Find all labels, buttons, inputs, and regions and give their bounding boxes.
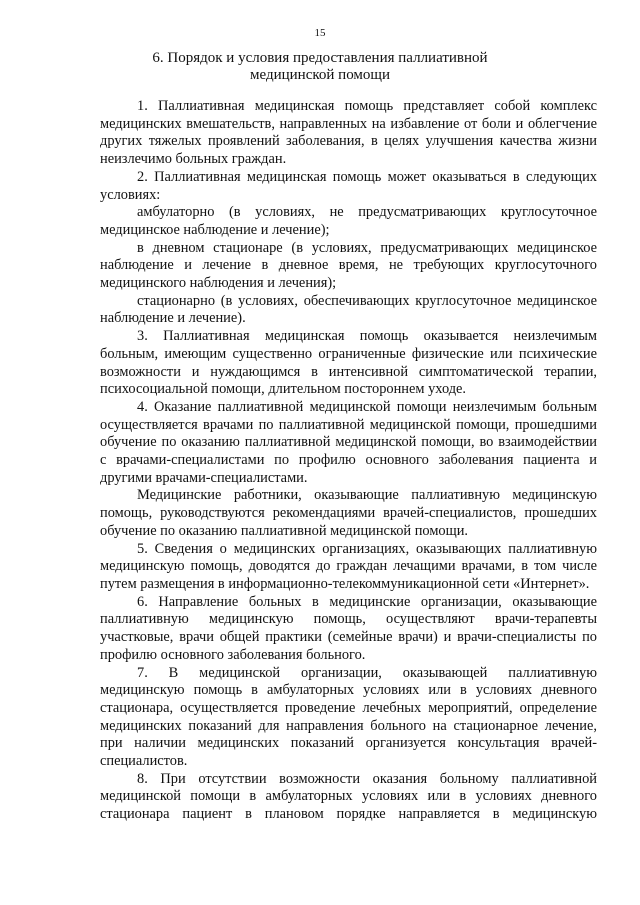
document-body bbox=[100, 98, 597, 824]
section-title-line-2: медицинской помощи bbox=[250, 67, 390, 83]
paragraph-condition-day-hospital: в дневном стационаре (в условиях, предусматривающих медицинское наблюдение и лечение в дневное время, не требующих круглосуточного медицинского наблюдения и лечения); bbox=[100, 239, 597, 292]
paragraph-1: 1. Паллиативная медицинская помощь представляет собой комплекс медицинских вмешательств, направленных на избавление от боли и облегчение других тяжелых проявлений заболевания, в целях улучшения качества жизни неизлечимо больных граждан. bbox=[100, 98, 597, 168]
paragraph-6: 6. Направление больных в медицинские организации, оказывающие паллиативную медицинскую помощь, осуществляют врачи-терапевты участковые, врачи общей практики (семейные врачи) и врачи-специалисты по профилю основного заболевания больного. bbox=[100, 593, 597, 663]
page-number: 15 bbox=[314, 27, 326, 39]
paragraph-4: 4. Оказание паллиативной медицинской помощи неизлечимым больным осуществляется врачами по паллиативной медицинской помощи, прошедшими обучение по оказанию паллиативной медицинской помощи, во взаимодействии с врачами-специалистами по профилю основного заболевания пациента и другими врачами-специалистами. bbox=[100, 398, 597, 486]
section-title bbox=[100, 50, 540, 84]
paragraph-7: 7. В медицинской организации, оказывающей паллиативную медицинскую помощь в амбулаторных условиях или в условиях дневного стационара, осуществляется проведение лечебных мероприятий, определение медицинских показаний для направления больного на стационарное лечение, при наличии медицинских показаний организуется консультация врачей-специалистов. bbox=[100, 664, 597, 770]
paragraph-medical-workers: Медицинские работники, оказывающие паллиативную медицинскую помощь, руководствуются рекомендациями врачей-специалистов, прошедших обучение по оказанию паллиативной медицинской помощи. bbox=[100, 487, 597, 539]
paragraph-5: 5. Сведения о медицинских организациях, оказывающих паллиативную медицинскую помощь, доводятся до граждан лечащими врачами, в том числе путем размещения в информационно-телекоммуникационной сети «Интернет». bbox=[100, 540, 597, 592]
paragraph-3: 3. Паллиативная медицинская помощь оказывается неизлечимым больным, имеющим существенно ограниченные физические или психические возможности и нуждающимся в интенсивной симптоматической терапии, психосоциальной помощи, длительном постороннем уходе. bbox=[100, 328, 597, 398]
paragraph-condition-inpatient: стационарно (в условиях, обеспечивающих круглосуточное медицинское наблюдение и лечение). bbox=[100, 292, 597, 327]
paragraph-8: 8. При отсутствии возможности оказания больному паллиативной медицинской помощи в амбулаторных условиях или в условиях дневного стационара пациент в плановом порядке направляется в медицинскую bbox=[100, 770, 597, 823]
paragraph-condition-outpatient: амбулаторно (в условиях, не предусматривающих круглосуточное медицинское наблюдение и лечение); bbox=[100, 204, 597, 238]
section-title-line-1: 6. Порядок и условия предоставления паллиативной bbox=[152, 50, 488, 66]
paragraph-2: 2. Паллиативная медицинская помощь может оказываться в следующих условиях: bbox=[100, 168, 597, 203]
